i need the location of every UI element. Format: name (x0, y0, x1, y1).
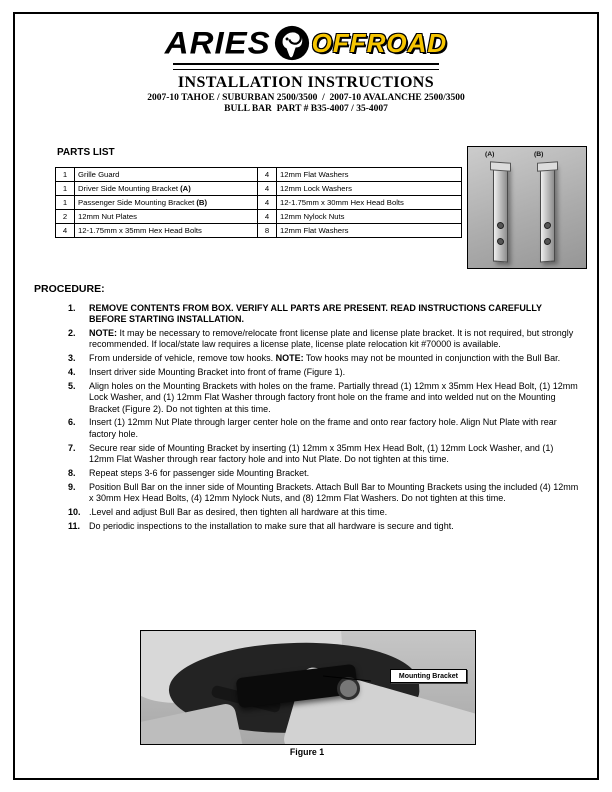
step-text: Do periodic inspections to the installation to make sure that all hardware is secure and tight. (89, 520, 454, 531)
procedure-step (68, 367, 580, 378)
step-number: 1. (68, 303, 76, 313)
procedure-step (68, 482, 580, 505)
parts-desc-cell: Passenger Side Mounting Bracket (B) (75, 196, 258, 210)
procedure-step (68, 381, 580, 415)
figure-1-photo (140, 630, 476, 745)
parts-table-row (56, 196, 462, 210)
step-number: 10. (68, 506, 81, 517)
photo-bolt-head (337, 677, 360, 700)
part-number-line: BULL BAR PART # B35-4007 / 35-4007 (224, 104, 388, 114)
parts-qty-cell: 1 (56, 168, 75, 182)
logo-offroad-text: OFFROAD (311, 27, 448, 58)
bracket-b-cap (537, 161, 558, 171)
mounting-bracket-callout (390, 669, 467, 683)
parts-qty-cell: 1 (56, 182, 75, 196)
parts-table-row (56, 224, 462, 238)
parts-list-heading: PARTS LIST (57, 147, 115, 158)
bracket-a-label: (A) (485, 151, 495, 158)
parts-desc-cell: 12-1.75mm x 35mm Hex Head Bolts (75, 224, 258, 238)
bracket-b-shape (540, 163, 555, 262)
procedure-step (68, 353, 580, 364)
parts-desc-cell: 12mm Nylock Nuts (277, 210, 462, 224)
parts-table-row (56, 168, 462, 182)
parts-qty-cell: 4 (258, 210, 277, 224)
parts-qty-cell: 4 (258, 168, 277, 182)
step-text: Secure rear side of Mounting Bracket by inserting (1) 12mm x 35mm Hex Head Bolt, (1) 12mm Lock Washer, and (1) 12mm Flat Washer through rear factory hole and into Nut Plate. Do not tighten at this time. (89, 442, 554, 464)
document-title: INSTALLATION INSTRUCTIONS (177, 74, 435, 91)
logo-row (165, 24, 447, 62)
procedure-step (68, 303, 580, 326)
parts-table-body (56, 168, 462, 238)
step-text: Insert (1) 12mm Nut Plate through larger center hole on the frame and onto rear factory hole. Align Nut Plate with rear factory hole. (89, 417, 557, 439)
step-text: NOTE: It may be necessary to remove/relocate front license plate and license plate bracket. It is not required, but strongly recommended. If local/state law requires a license plate, license plate relocation kit #70000 is available. (89, 328, 574, 350)
bracket-a-hole (497, 222, 504, 229)
logo-speed-lines (173, 63, 439, 70)
procedure-step (68, 468, 580, 479)
bracket-b-label: (B) (534, 151, 544, 158)
parts-desc-cell: 12mm Flat Washers (277, 168, 462, 182)
step-number: 7. (68, 442, 76, 453)
step-number: 11. (68, 520, 81, 531)
parts-desc-cell: 12-1.75mm x 30mm Hex Head Bolts (277, 196, 462, 210)
parts-table-row (56, 210, 462, 224)
bracket-a-shape (493, 163, 508, 262)
document-header (0, 24, 612, 114)
step-text: Repeat steps 3-6 for passenger side Mounting Bracket. (89, 467, 310, 478)
step-text: From underside of vehicle, remove tow hooks. NOTE: Tow hooks may not be mounted in conjunction with the Bull Bar. (89, 353, 561, 364)
step-number: 4. (68, 367, 76, 378)
parts-desc-cell: Driver Side Mounting Bracket (A) (75, 182, 258, 196)
bracket-b-hole (544, 238, 551, 245)
parts-desc-cell: 12mm Nut Plates (75, 210, 258, 224)
bracket-a-hole (497, 238, 504, 245)
bracket-photo (467, 146, 587, 269)
procedure-step (68, 521, 580, 532)
parts-desc-cell: 12mm Flat Washers (277, 224, 462, 238)
parts-qty-cell: 4 (56, 224, 75, 238)
parts-table-row (56, 182, 462, 196)
step-number: 2. (68, 328, 76, 339)
step-text: .Level and adjust Bull Bar as desired, then tighten all hardware at this time. (89, 506, 388, 517)
parts-table (55, 167, 462, 238)
step-number: 3. (68, 353, 76, 364)
logo-aries-text: ARIES (164, 24, 271, 61)
procedure-step (68, 443, 580, 466)
step-text: Position Bull Bar on the inner side of Mounting Brackets. Attach Bull Bar to Mounting Brackets using the included (4) 12mm x 30mm Hex Head Bolts, (4) 12mm Nylock Nuts, and (8) 12mm Flat Washers. Do not tighten at this time. (89, 481, 579, 503)
procedure-step (68, 328, 580, 351)
bracket-b-hole (544, 222, 551, 229)
procedure-step (68, 507, 580, 518)
step-text: Align holes on the Mounting Brackets with holes on the frame. Partially thread (1) 12mm x 35mm Hex Head Bolt, (1) 12mm Lock Washer, and (1) 12mm Flat Washer through factory front hole on the frame and into welded nut on the Mounting Bracket (Figure 2). Do not tighten at this time. (89, 380, 578, 414)
ram-head-icon (274, 25, 310, 61)
vehicle-fitment-line: 2007-10 TAHOE / SUBURBAN 2500/3500 / 2007-10 AVALANCHE 2500/3500 (147, 93, 465, 103)
parts-qty-cell: 2 (56, 210, 75, 224)
procedure-step (68, 417, 580, 440)
parts-desc-cell: 12mm Lock Washers (277, 182, 462, 196)
bracket-a-cap (490, 161, 511, 171)
aries-offroad-logo (165, 24, 447, 70)
parts-desc-cell: Grille Guard (75, 168, 258, 182)
procedure-list (68, 303, 580, 534)
step-text: Insert driver side Mounting Bracket into front of frame (Figure 1). (89, 367, 346, 378)
parts-qty-cell: 8 (258, 224, 277, 238)
step-text: REMOVE CONTENTS FROM BOX. VERIFY ALL PARTS ARE PRESENT. READ INSTRUCTIONS CAREFULLY BEFORE STARTING INSTALLATION. (89, 303, 542, 325)
parts-qty-cell: 4 (258, 182, 277, 196)
procedure-heading: PROCEDURE: (34, 283, 105, 295)
mounting-bracket-callout-text: Mounting Bracket (398, 672, 458, 680)
step-number: 9. (68, 481, 76, 492)
step-number: 6. (68, 417, 76, 428)
step-number: 5. (68, 380, 76, 391)
step-number: 8. (68, 467, 76, 478)
figure-1-caption: Figure 1 (289, 747, 325, 757)
parts-qty-cell: 4 (258, 196, 277, 210)
parts-qty-cell: 1 (56, 196, 75, 210)
